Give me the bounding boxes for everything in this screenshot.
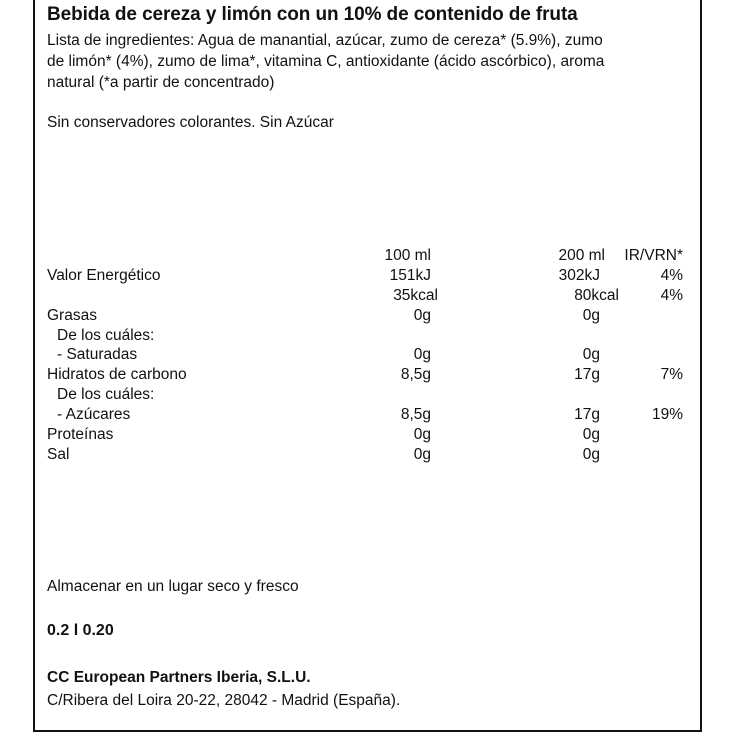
value-200ml: 80kcal	[574, 287, 619, 304]
value-pct: 7%	[660, 366, 683, 383]
table-row	[35, 346, 700, 366]
value-100ml: 151kJ	[389, 267, 431, 284]
header-100ml: 100 ml	[384, 247, 431, 264]
value-200ml: 0g	[582, 426, 600, 443]
row-label: - Azúcares	[57, 406, 131, 423]
row-label: De los cuáles:	[57, 386, 155, 403]
value-200ml: 302kJ	[558, 267, 600, 284]
value-100ml: 0g	[413, 426, 431, 443]
table-row	[35, 406, 700, 426]
product-title: Bebida de cereza y limón con un 10% de contenido de fruta	[47, 4, 578, 25]
company-address: C/Ribera del Loira 20-22, 28042 - Madrid (España).	[47, 692, 401, 709]
storage-instructions: Almacenar en un lugar seco y fresco	[47, 578, 299, 595]
row-label: De los cuáles:	[57, 327, 155, 344]
table-row	[35, 446, 700, 466]
table-row	[35, 426, 700, 446]
row-label: - Saturadas	[57, 346, 138, 363]
table-row	[35, 287, 700, 307]
company-name: CC European Partners Iberia, S.L.U.	[47, 669, 311, 686]
value-100ml: 0g	[413, 307, 431, 324]
value-200ml: 0g	[582, 446, 600, 463]
table-row	[35, 327, 700, 347]
net-quantity: 0.2 l 0.20	[47, 622, 114, 639]
value-100ml: 8,5g	[400, 366, 431, 383]
value-pct: 4%	[660, 287, 683, 304]
row-label: Grasas	[47, 307, 97, 324]
value-200ml: 0g	[582, 346, 600, 363]
table-row	[35, 307, 700, 327]
row-label: Sal	[47, 446, 70, 463]
value-200ml: 17g	[574, 406, 600, 423]
value-100ml: 0g	[413, 346, 431, 363]
value-200ml: 17g	[574, 366, 600, 383]
ingredients-line: de limón* (4%), zumo de lima*, vitamina C, antioxidante (ácido ascórbico), aroma	[47, 53, 605, 70]
preservatives-note: Sin conservadores colorantes. Sin Azúcar	[47, 114, 334, 131]
table-row	[35, 386, 700, 406]
label-panel	[33, 0, 702, 732]
ingredients-line: Lista de ingredientes: Agua de manantial, azúcar, zumo de cereza* (5.9%), zumo	[47, 32, 603, 49]
row-label: Valor Energético	[47, 267, 161, 284]
value-200ml: 0g	[582, 307, 600, 324]
header-ir-vrn: IR/VRN*	[624, 247, 683, 264]
header-200ml: 200 ml	[558, 247, 605, 264]
value-100ml: 35kcal	[393, 287, 438, 304]
value-pct: 4%	[660, 267, 683, 284]
table-row	[35, 366, 700, 386]
ingredients-list	[47, 30, 687, 93]
row-label: Proteínas	[47, 426, 114, 443]
row-label: Hidratos de carbono	[47, 366, 187, 383]
value-100ml: 8,5g	[400, 406, 431, 423]
value-100ml: 0g	[413, 446, 431, 463]
nutrition-header-row	[35, 247, 700, 267]
value-pct: 19%	[651, 406, 683, 423]
ingredients-line: natural (*a partir de concentrado)	[47, 74, 275, 91]
table-row	[35, 267, 700, 287]
